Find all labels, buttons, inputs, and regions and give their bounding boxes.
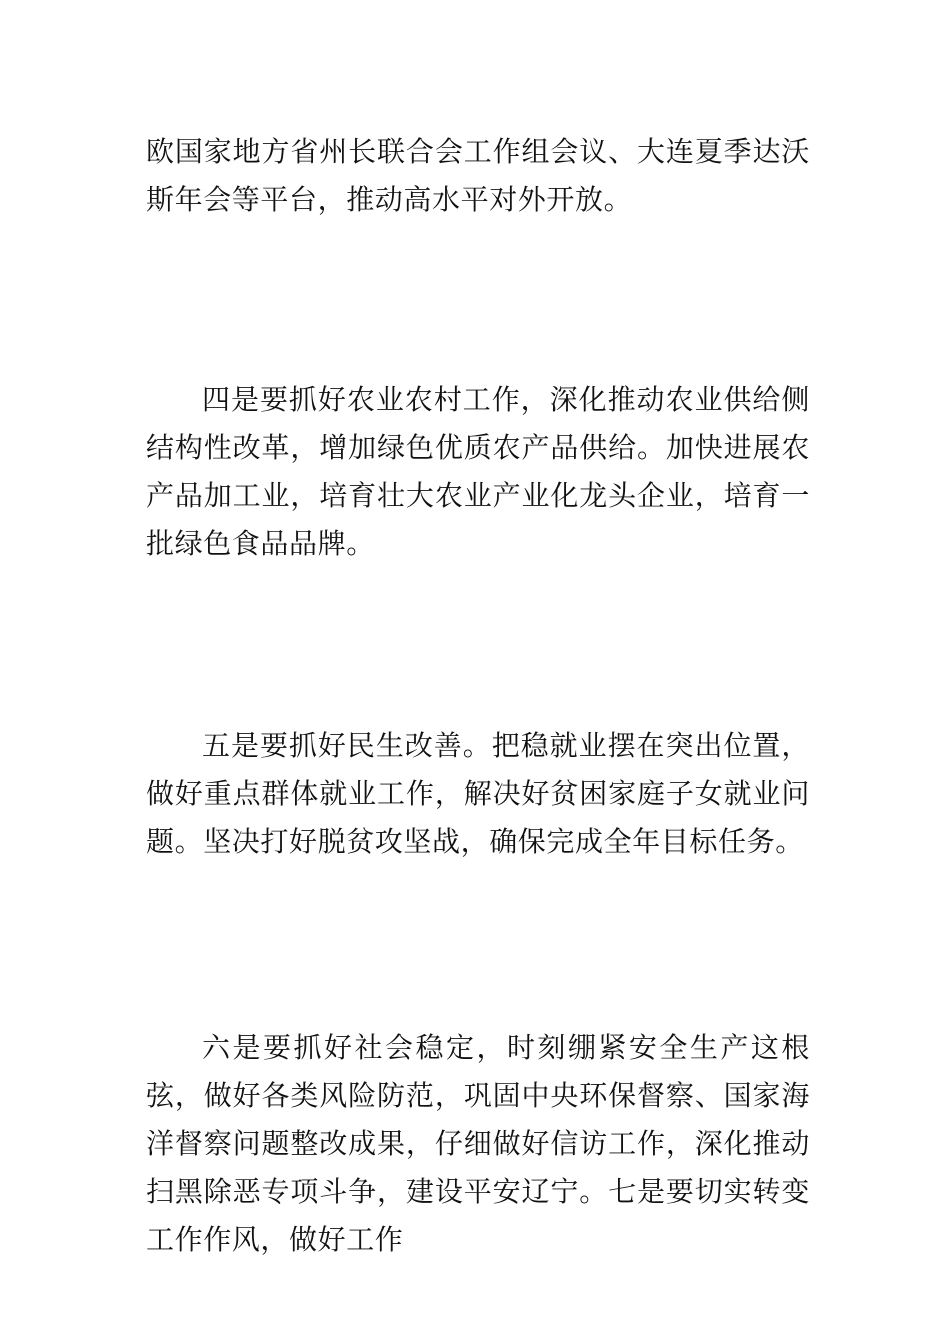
- paragraph-livelihood: 五是要抓好民生改善。把稳就业摆在突出位置，做好重点群体就业工作，解决好贫困家庭子女就业问题。坚决打好脱贫攻坚战，确保完成全年目标任务。: [146, 729, 810, 858]
- paragraph-agriculture: 四是要抓好农业农村工作，深化推动农业供给侧结构性改革，增加绿色优质农产品供给。加快进展农产品加工业，培育壮大农业产业化龙头企业，培育一批绿色食品品牌。: [146, 383, 810, 560]
- paragraph-stability: 六是要抓好社会稳定，时刻绷紧安全生产这根弦，做好各类风险防范，巩固中央环保督察、国家海洋督察问题整改成果，仔细做好信访工作，深化推动扫黑除恶专项斗争，建设平安辽宁。七是要切实转变工作作风，做好工作: [146, 1031, 810, 1256]
- paragraph-continuation: 欧国家地方省州长联合会工作组会议、大连夏季达沃斯年会等平台，推动高水平对外开放。: [146, 135, 810, 216]
